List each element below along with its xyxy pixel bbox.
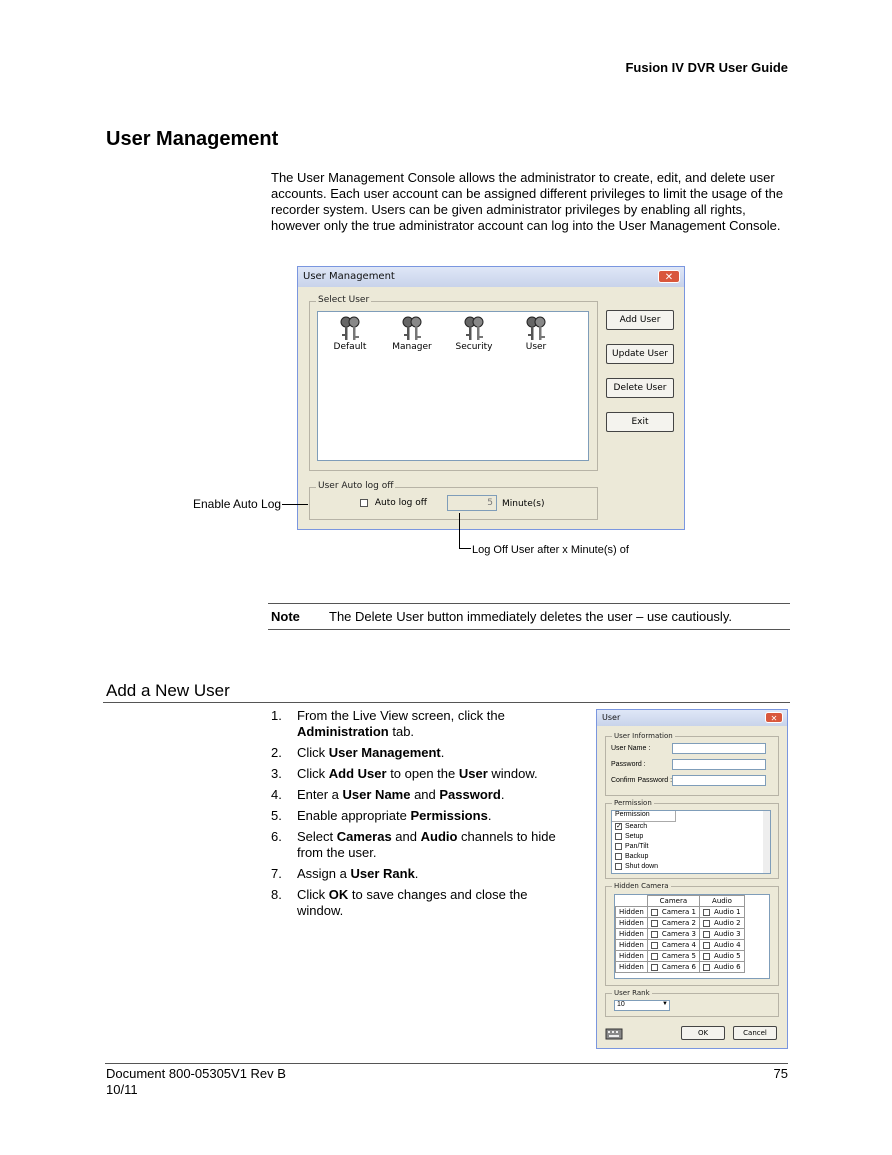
checkbox-icon[interactable] xyxy=(615,863,622,870)
step-text: Click xyxy=(297,766,329,781)
step-text: From the Live View screen, click the xyxy=(297,708,505,723)
table-row xyxy=(616,940,745,951)
exit-button[interactable]: Exit xyxy=(606,412,674,432)
cell-audio[interactable] xyxy=(700,962,745,973)
cell-hidden xyxy=(616,929,648,940)
note-text: The Delete User button immediately deletes the user – use cautiously. xyxy=(329,609,732,624)
steps-list xyxy=(271,708,571,924)
cell-camera[interactable] xyxy=(647,929,699,940)
hidden-camera-group xyxy=(605,882,779,986)
step-text: Enable appropriate xyxy=(297,808,411,823)
select-user-label: Select User xyxy=(318,295,370,305)
auto-log-label: Auto log off xyxy=(374,498,427,508)
permission-group xyxy=(605,799,779,879)
user-account-label: User xyxy=(525,342,547,352)
checkbox-icon[interactable] xyxy=(651,953,658,960)
key-icon xyxy=(325,316,375,342)
cell-audio[interactable] xyxy=(700,907,745,918)
user-account-item[interactable] xyxy=(325,316,375,352)
step-emphasis: User Rank xyxy=(350,866,415,881)
user-info-label: User Information xyxy=(614,732,673,740)
user-management-window xyxy=(297,266,685,530)
callout-line xyxy=(459,513,460,548)
step-text: to save changes and close the window. xyxy=(297,887,528,918)
cell-audio[interactable] xyxy=(700,940,745,951)
add-user-button[interactable]: Add User xyxy=(606,310,674,330)
user-rank-group xyxy=(605,989,779,1017)
intro-paragraph: The User Management Console allows the administrator to create, edit, and delete user accounts. Each user account can be assigned different privileges to limit the usage of the recorder system. Users can be given administrator privileges by enabling all rights, however only the true administrator account can log into the User Management Console. xyxy=(271,170,784,233)
permission-item[interactable] xyxy=(612,832,770,842)
step-number: 8. xyxy=(271,887,282,902)
callout-line xyxy=(282,504,308,505)
auto-log-checkbox-row[interactable] xyxy=(360,498,427,508)
user-account-label: Manager xyxy=(392,342,432,352)
user-rank-label: User Rank xyxy=(614,989,650,997)
permission-header: Permission xyxy=(612,811,676,822)
permission-group-label: Permission xyxy=(614,799,652,807)
user-account-item[interactable] xyxy=(449,316,499,352)
cell-audio[interactable] xyxy=(700,951,745,962)
permission-list[interactable] xyxy=(611,810,771,874)
step-text: . xyxy=(487,808,492,823)
permission-label: Setup xyxy=(625,833,644,840)
checkbox-icon[interactable] xyxy=(615,833,622,840)
cell-hidden xyxy=(616,951,648,962)
checked-checkbox-icon[interactable]: ✓ xyxy=(616,822,622,830)
permission-label: Backup xyxy=(625,853,649,860)
cell-hidden xyxy=(616,940,648,951)
table-row xyxy=(616,918,745,929)
ok-button[interactable]: OK xyxy=(681,1026,725,1040)
step-number: 3. xyxy=(271,766,282,781)
permission-item[interactable] xyxy=(612,842,770,852)
permission-item[interactable] xyxy=(612,852,770,862)
step-number: 6. xyxy=(271,829,282,844)
auto-log-checkbox[interactable] xyxy=(360,499,368,507)
checkbox-icon[interactable] xyxy=(651,920,658,927)
audio-label: Audio 5 xyxy=(714,952,741,960)
step-emphasis: Password xyxy=(439,787,501,802)
cell-hidden xyxy=(616,962,648,973)
hidden-label: Hidden xyxy=(619,952,644,960)
step-item xyxy=(271,866,571,882)
minutes-field[interactable] xyxy=(447,495,497,511)
checkbox-icon[interactable] xyxy=(651,931,658,938)
note-top-rule xyxy=(268,603,790,604)
subsection-title: Add a New User xyxy=(106,681,230,700)
cell-hidden xyxy=(616,907,648,918)
cancel-button[interactable]: Cancel xyxy=(733,1026,777,1040)
note-label: Note xyxy=(271,609,300,624)
step-text: tab. xyxy=(388,724,415,739)
step-item xyxy=(271,745,571,761)
hidden-label: Hidden xyxy=(619,908,644,916)
footer-rule xyxy=(105,1063,788,1064)
table-row xyxy=(616,962,745,973)
camera-label: Camera 3 xyxy=(661,930,696,938)
step-item xyxy=(271,887,571,919)
callout-log-off-after: Log Off User after x Minute(s) of xyxy=(472,544,629,556)
step-item xyxy=(271,787,571,803)
checkbox-icon[interactable] xyxy=(703,942,710,949)
delete-user-button[interactable]: Delete User xyxy=(606,378,674,398)
cell-camera[interactable] xyxy=(647,951,699,962)
step-text: Assign a xyxy=(297,866,351,881)
section-title: User Management xyxy=(106,128,279,150)
table-row xyxy=(616,951,745,962)
step-item xyxy=(271,808,571,824)
camera-label: Camera 6 xyxy=(661,963,696,971)
close-icon[interactable]: ✕ xyxy=(658,270,680,283)
step-text: . xyxy=(500,787,505,802)
step-text: channels to hide from the user. xyxy=(297,829,556,860)
step-number: 2. xyxy=(271,745,282,760)
user-name-label: User Name : xyxy=(611,745,651,752)
step-text: and xyxy=(410,787,440,802)
checkbox-icon[interactable] xyxy=(703,964,710,971)
note-bottom-rule xyxy=(268,629,790,630)
user-rank-value: 10 xyxy=(617,1001,625,1008)
auto-log-group xyxy=(309,481,598,520)
user-account-label: Security xyxy=(455,342,493,352)
permission-item[interactable] xyxy=(612,862,770,872)
close-icon[interactable]: ✕ xyxy=(765,712,783,723)
subsection-rule xyxy=(103,702,790,703)
step-text: Enter a xyxy=(297,787,343,802)
audio-label: Audio 6 xyxy=(714,963,741,971)
step-emphasis: User Name xyxy=(342,787,411,802)
step-emphasis: User xyxy=(458,766,488,781)
password-label: Password : xyxy=(611,761,646,768)
minutes-label: Minute(s) xyxy=(502,499,545,509)
camera-label: Camera 4 xyxy=(661,941,696,949)
user-account-item[interactable] xyxy=(387,316,437,352)
key-icon xyxy=(511,316,561,342)
hidden-label: Hidden xyxy=(619,963,644,971)
step-text: Click xyxy=(297,887,329,902)
cell-camera[interactable] xyxy=(647,962,699,973)
password-input[interactable] xyxy=(672,759,766,770)
step-text: Click xyxy=(297,745,329,760)
table-row xyxy=(616,929,745,940)
step-text: . xyxy=(440,745,445,760)
camera-label: Camera 1 xyxy=(661,908,696,916)
footer-document: Document 800-05305V1 Rev B xyxy=(106,1066,286,1081)
step-item xyxy=(271,829,571,861)
step-item xyxy=(271,708,571,740)
footer-date: 10/11 xyxy=(106,1082,138,1097)
key-icon xyxy=(449,316,499,342)
user-info-group xyxy=(605,732,779,796)
page-number: 75 xyxy=(773,1066,788,1081)
permission-label: Pan/Tilt xyxy=(625,843,649,850)
hidden-camera-grid[interactable] xyxy=(614,894,770,979)
step-text: . xyxy=(414,866,419,881)
hidden-camera-label: Hidden Camera xyxy=(614,882,669,890)
checkbox-icon[interactable] xyxy=(703,920,710,927)
step-emphasis: Permissions xyxy=(410,808,488,823)
user-account-item[interactable] xyxy=(511,316,561,352)
step-emphasis: OK xyxy=(328,887,349,902)
permission-scrollbar[interactable] xyxy=(763,811,770,873)
um-title: User Management xyxy=(303,271,395,282)
col-audio: Audio xyxy=(700,896,745,907)
user-list[interactable] xyxy=(317,311,589,461)
cell-camera[interactable] xyxy=(647,940,699,951)
keyboard-icon[interactable] xyxy=(605,1026,623,1040)
checkbox-icon[interactable] xyxy=(615,853,622,860)
audio-label: Audio 4 xyxy=(714,941,741,949)
cell-audio[interactable] xyxy=(700,918,745,929)
hidden-label: Hidden xyxy=(619,941,644,949)
step-number: 4. xyxy=(271,787,282,802)
camera-label: Camera 5 xyxy=(661,952,696,960)
checkbox-icon[interactable] xyxy=(703,909,710,916)
step-text: window. xyxy=(487,766,538,781)
select-user-group xyxy=(309,295,598,471)
step-item xyxy=(271,766,571,782)
key-icon xyxy=(387,316,437,342)
checkbox-icon[interactable] xyxy=(615,843,622,850)
step-text: Select xyxy=(297,829,337,844)
hidden-label: Hidden xyxy=(619,919,644,927)
audio-label: Audio 1 xyxy=(714,908,741,916)
running-header: Fusion IV DVR User Guide xyxy=(625,60,788,75)
step-text: and xyxy=(391,829,421,844)
checkbox-icon[interactable] xyxy=(703,931,710,938)
user-rank-select[interactable] xyxy=(614,1000,670,1011)
user-window xyxy=(596,709,788,1049)
minutes-value: 5 xyxy=(487,498,493,508)
confirm-password-label: Confirm Password : xyxy=(611,777,673,784)
camera-label: Camera 2 xyxy=(661,919,696,927)
step-emphasis: User Management xyxy=(328,745,441,760)
auto-log-group-label: User Auto log off xyxy=(318,481,394,491)
user-account-label: Default xyxy=(333,342,367,352)
cell-hidden xyxy=(616,918,648,929)
step-emphasis: Add User xyxy=(328,766,387,781)
step-number: 1. xyxy=(271,708,282,723)
user-window-title: User xyxy=(602,713,621,722)
callout-enable-auto-log: Enable Auto Log xyxy=(193,497,282,511)
chevron-down-icon: ▼ xyxy=(662,1001,668,1007)
audio-label: Audio 3 xyxy=(714,930,741,938)
step-number: 5. xyxy=(271,808,282,823)
callout-line xyxy=(459,548,471,549)
checkbox-icon[interactable] xyxy=(651,942,658,949)
cell-camera[interactable] xyxy=(647,918,699,929)
cell-audio[interactable] xyxy=(700,929,745,940)
col-camera: Camera xyxy=(647,896,699,907)
um-titlebar xyxy=(298,267,684,287)
checkbox-icon[interactable] xyxy=(703,953,710,960)
user-titlebar xyxy=(597,710,787,726)
audio-label: Audio 2 xyxy=(714,919,741,927)
step-text: to open the xyxy=(386,766,459,781)
checkbox-icon[interactable] xyxy=(651,964,658,971)
step-number: 7. xyxy=(271,866,282,881)
update-user-button[interactable]: Update User xyxy=(606,344,674,364)
step-emphasis: Audio xyxy=(420,829,458,844)
permission-label: Shut down xyxy=(625,863,659,870)
user-name-input[interactable] xyxy=(672,743,766,754)
hidden-label: Hidden xyxy=(619,930,644,938)
permission-label: Search xyxy=(625,823,648,830)
table-row xyxy=(616,907,745,918)
cell-camera[interactable] xyxy=(647,907,699,918)
permission-item[interactable] xyxy=(612,822,770,832)
confirm-password-input[interactable] xyxy=(672,775,766,786)
step-emphasis: Administration xyxy=(297,724,389,739)
step-emphasis: Cameras xyxy=(336,829,392,844)
checkbox-icon[interactable] xyxy=(651,909,658,916)
